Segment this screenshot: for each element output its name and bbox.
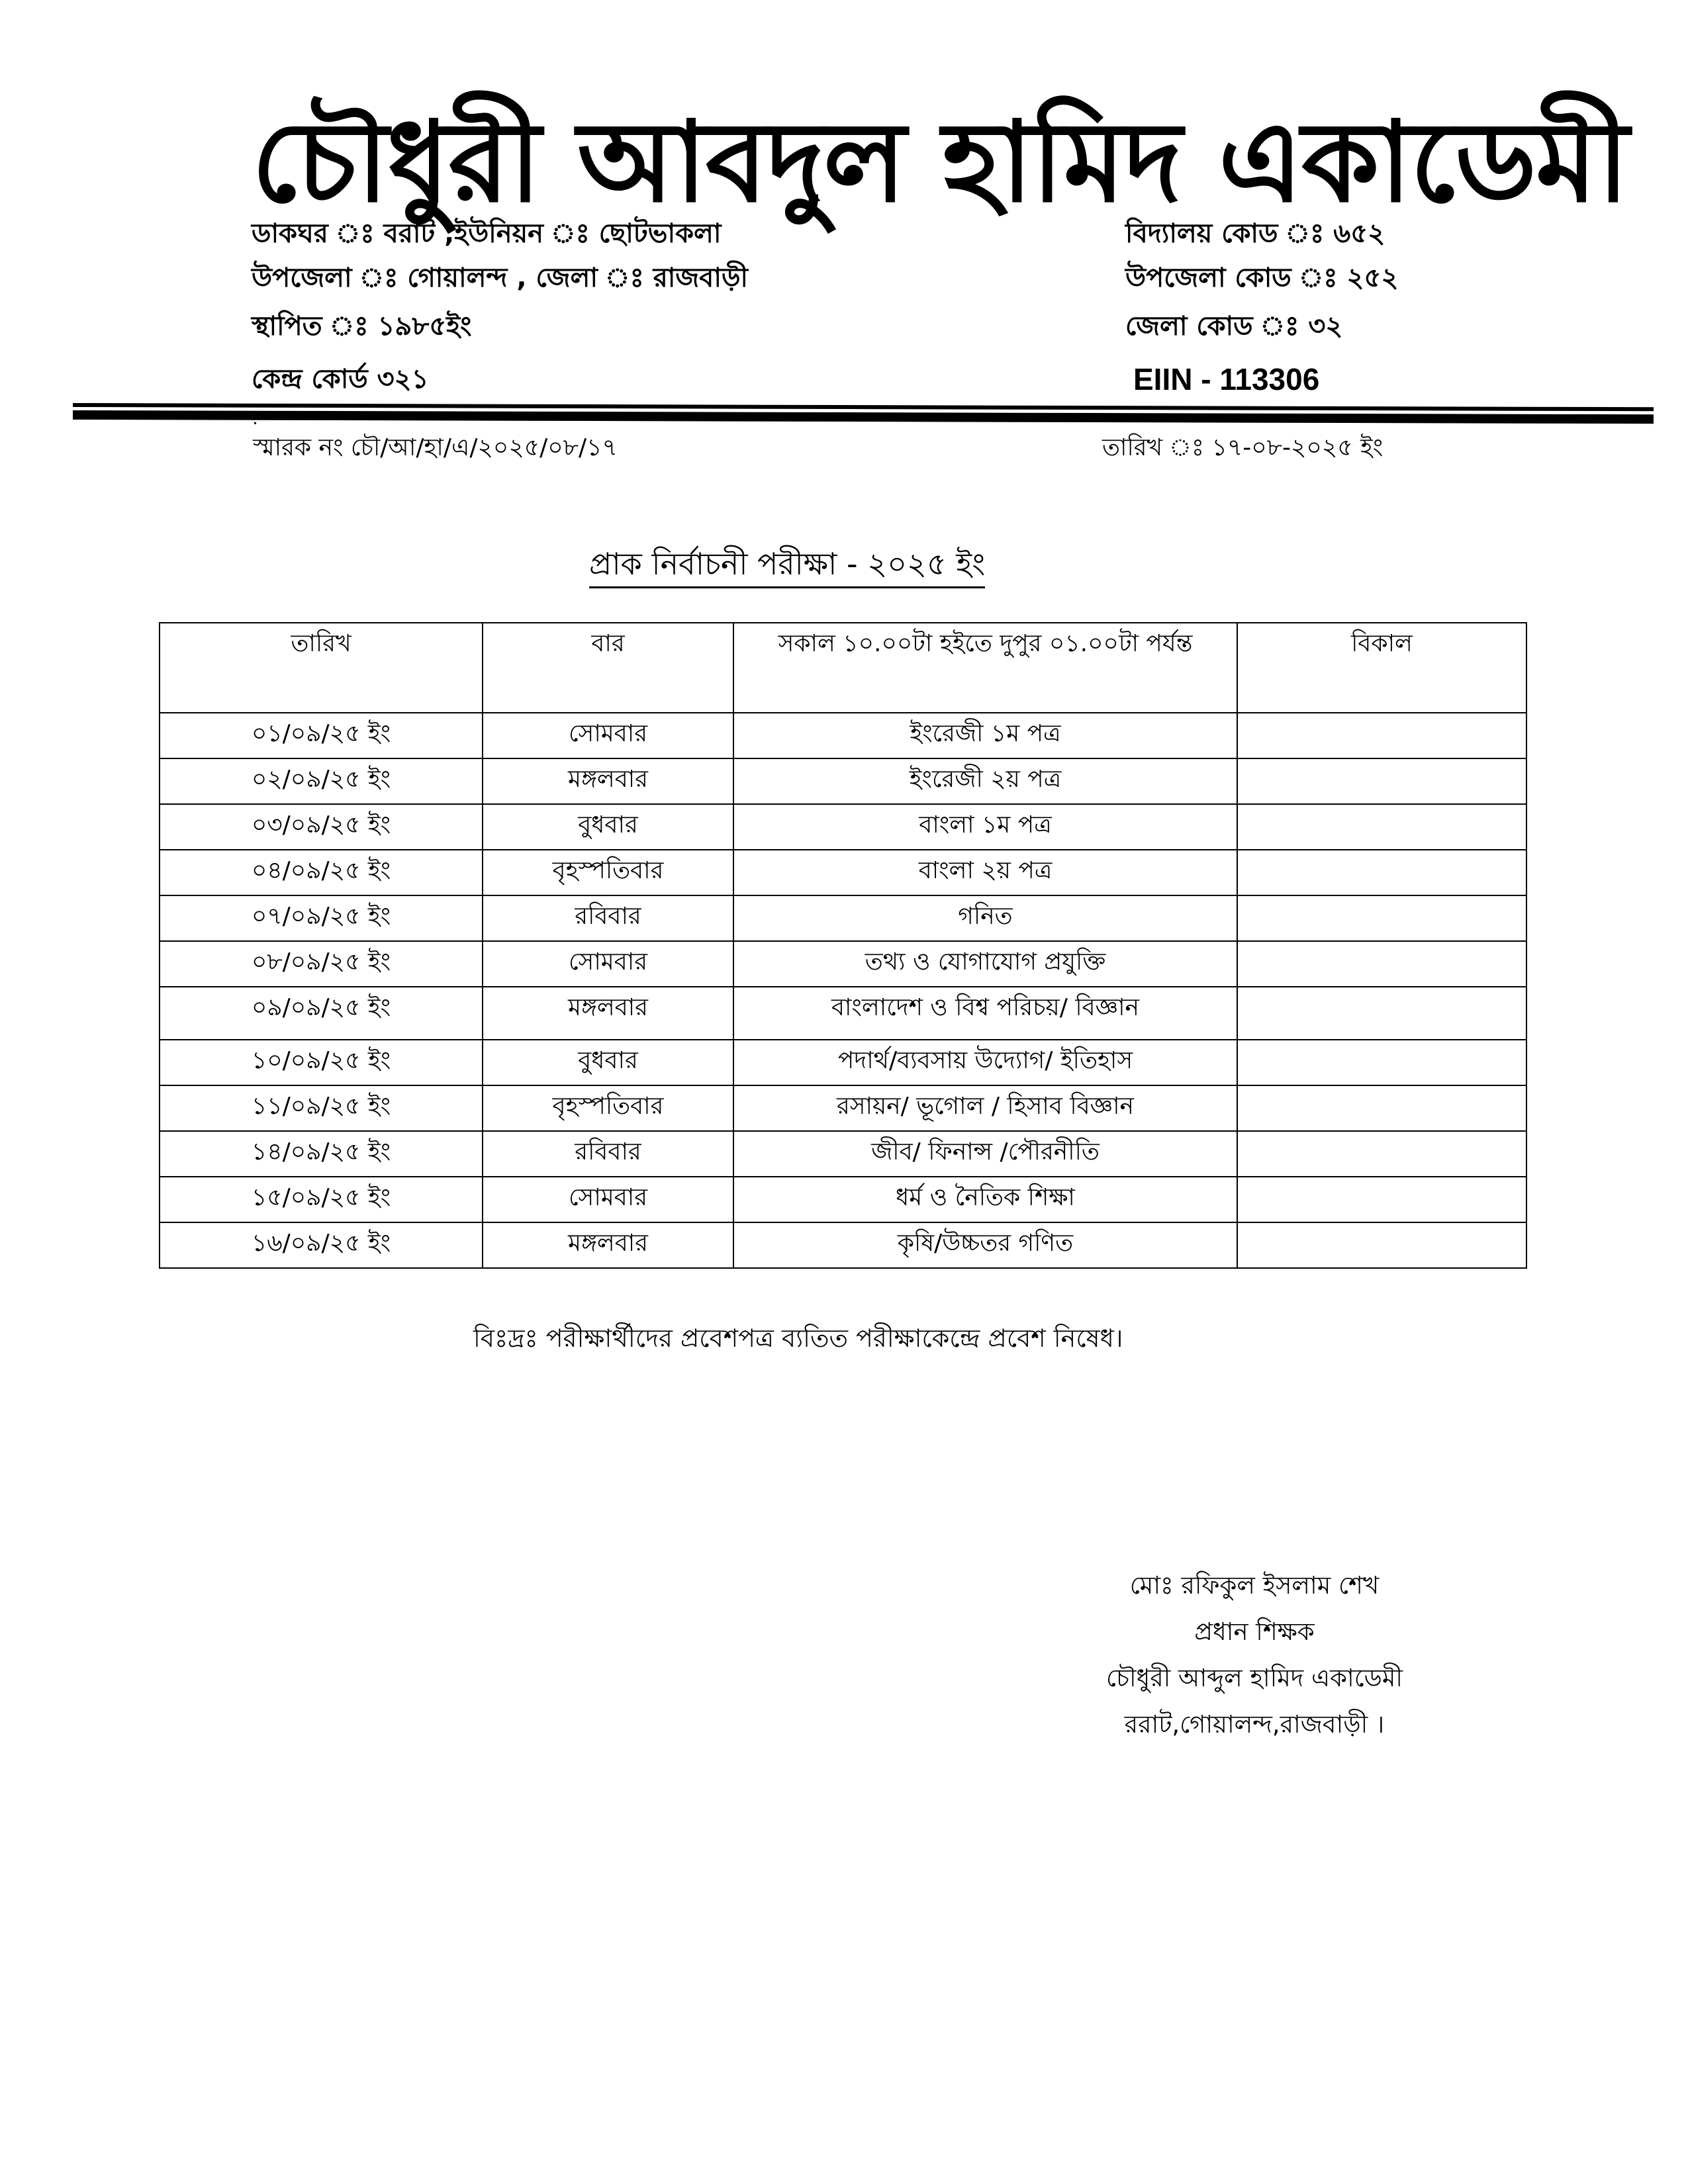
cell-morning-subject: রসায়ন/ ভূগোল / হিসাব বিজ্ঞান (733, 1085, 1237, 1131)
header-date: তারিখ (160, 623, 483, 713)
exam-title: প্রাক নির্বাচনী পরীক্ষা - ২০২৫ ইং (589, 543, 985, 588)
cell-afternoon-subject (1237, 713, 1526, 758)
cell-morning-subject: ধর্ম ও নৈতিক শিক্ষা (733, 1177, 1237, 1222)
school-name-heading: চৌধুরী আবদুল হামিদ একাডেমী (252, 97, 1628, 227)
cell-afternoon-subject (1237, 1040, 1526, 1085)
cell-morning-subject: জীব/ ফিনান্স /পৌরনীতি (733, 1131, 1237, 1177)
cell-afternoon-subject (1237, 850, 1526, 895)
cell-morning-subject: বাংলা ১ম পত্র (733, 804, 1237, 850)
table-row (160, 1177, 1526, 1222)
header-divider-thick (73, 410, 1654, 424)
table-row (160, 987, 1526, 1040)
table-row (160, 1131, 1526, 1177)
table-row (160, 804, 1526, 850)
header-divider-thin (73, 403, 1654, 411)
cell-date: ১৪/০৯/২৫ ইং (160, 1131, 483, 1177)
cell-afternoon-subject (1237, 804, 1526, 850)
cell-date: ০৮/০৯/২৫ ইং (160, 941, 483, 987)
school-code: বিদ্যালয় কোড ঃ ৬৫২ (1125, 218, 1385, 249)
cell-morning-subject: বাংলা ২য় পত্র (733, 850, 1237, 895)
cell-afternoon-subject (1237, 941, 1526, 987)
cell-day: বুধবার (483, 804, 733, 850)
table-row (160, 758, 1526, 804)
cell-day: সোমবার (483, 1177, 733, 1222)
cell-date: ০৯/০৯/২৫ ইং (160, 987, 483, 1040)
cell-day: সোমবার (483, 941, 733, 987)
district-code: জেলা কোড ঃ ৩২ (1125, 311, 1343, 341)
exam-schedule-table (159, 622, 1527, 1269)
upazila-district: উপজেলা ঃ গোয়ালন্দ , জেলা ঃ রাজবাড়ী (252, 263, 748, 293)
cell-afternoon-subject (1237, 758, 1526, 804)
header-morning: সকাল ১০.০০টা হইতে দুপুর ০১.০০টা পর্যন্ত (733, 623, 1237, 713)
table-row (160, 1040, 1526, 1085)
cell-day: মঙ্গলবার (483, 987, 733, 1040)
cell-date: ০১/০৯/২৫ ইং (160, 713, 483, 758)
header-day: বার (483, 623, 733, 713)
table-header-row (160, 623, 1526, 713)
signatory-designation: প্রধান শিক্ষক (1194, 1617, 1315, 1646)
eiin-number: EIIN - 113306 (1133, 362, 1320, 396)
upazila-code: উপজেলা কোড ঃ ২৫২ (1125, 263, 1399, 293)
table-row (160, 895, 1526, 941)
signatory-address: ররাট,গোয়ালন্দ,রাজবাড়ী । (1124, 1710, 1385, 1739)
cell-day: মঙ্গলবার (483, 1222, 733, 1268)
stray-dot (254, 422, 256, 424)
cell-date: ১৫/০৯/২৫ ইং (160, 1177, 483, 1222)
cell-afternoon-subject (1237, 1222, 1526, 1268)
cell-date: ০২/০৯/২৫ ইং (160, 758, 483, 804)
table-row (160, 941, 1526, 987)
cell-date: ০৭/০৯/২৫ ইং (160, 895, 483, 941)
cell-date: ১০/০৯/২৫ ইং (160, 1040, 483, 1085)
table-row (160, 1222, 1526, 1268)
notice-text: বিঃদ্রঃ পরীক্ষার্থীদের প্রবেশপত্র ব্যতিত পরীক্ষাকেন্দ্রে প্রবেশ নিষেধ। (473, 1324, 1123, 1353)
signatory-institution: চৌধুরী আব্দুল হামিদ একাডেমী (1106, 1664, 1403, 1692)
cell-afternoon-subject (1237, 1131, 1526, 1177)
cell-day: বুধবার (483, 1040, 733, 1085)
cell-day: রবিবার (483, 1131, 733, 1177)
cell-date: ১১/০৯/২৫ ইং (160, 1085, 483, 1131)
cell-day: বৃহস্পতিবার (483, 850, 733, 895)
cell-afternoon-subject (1237, 987, 1526, 1040)
cell-date: ০৩/০৯/২৫ ইং (160, 804, 483, 850)
cell-day: রবিবার (483, 895, 733, 941)
signatory-name: মোঃ রফিকুল ইসলাম শেখ (1129, 1571, 1380, 1600)
memo-number: স্মারক নং চৌ/আ/হা/এ/২০২৫/০৮/১৭ (253, 434, 618, 461)
table-row (160, 713, 1526, 758)
cell-morning-subject: ইংরেজী ২য় পত্র (733, 758, 1237, 804)
cell-date: ১৬/০৯/২৫ ইং (160, 1222, 483, 1268)
table-row (160, 850, 1526, 895)
cell-afternoon-subject (1237, 895, 1526, 941)
cell-morning-subject: বাংলাদেশ ও বিশ্ব পরিচয়/ বিজ্ঞান (733, 987, 1237, 1040)
cell-day: সোমবার (483, 713, 733, 758)
cell-morning-subject: গনিত (733, 895, 1237, 941)
established-year: স্থাপিত ঃ ১৯৮৫ইং (252, 311, 472, 341)
post-office-union: ডাকঘর ঃ বরাট ,ইউনিয়ন ঃ ছোটভাকলা (252, 218, 722, 249)
cell-day: বৃহস্পতিবার (483, 1085, 733, 1131)
cell-afternoon-subject (1237, 1085, 1526, 1131)
center-code: কেন্দ্র কোর্ড ৩২১ (252, 364, 429, 394)
cell-morning-subject: কৃষি/উচ্চতর গণিত (733, 1222, 1237, 1268)
table-row (160, 1085, 1526, 1131)
cell-morning-subject: পদার্থ/ব্যবসায় উদ্যোগ/ ইতিহাস (733, 1040, 1237, 1085)
cell-date: ০৪/০৯/২৫ ইং (160, 850, 483, 895)
header-afternoon: বিকাল (1237, 623, 1526, 713)
cell-morning-subject: ইংরেজী ১ম পত্র (733, 713, 1237, 758)
cell-afternoon-subject (1237, 1177, 1526, 1222)
memo-date: তারিখ ঃ ১৭-০৮-২০২৫ ইং (1102, 434, 1383, 461)
cell-day: মঙ্গলবার (483, 758, 733, 804)
cell-morning-subject: তথ্য ও যোগাযোগ প্রযুক্তি (733, 941, 1237, 987)
